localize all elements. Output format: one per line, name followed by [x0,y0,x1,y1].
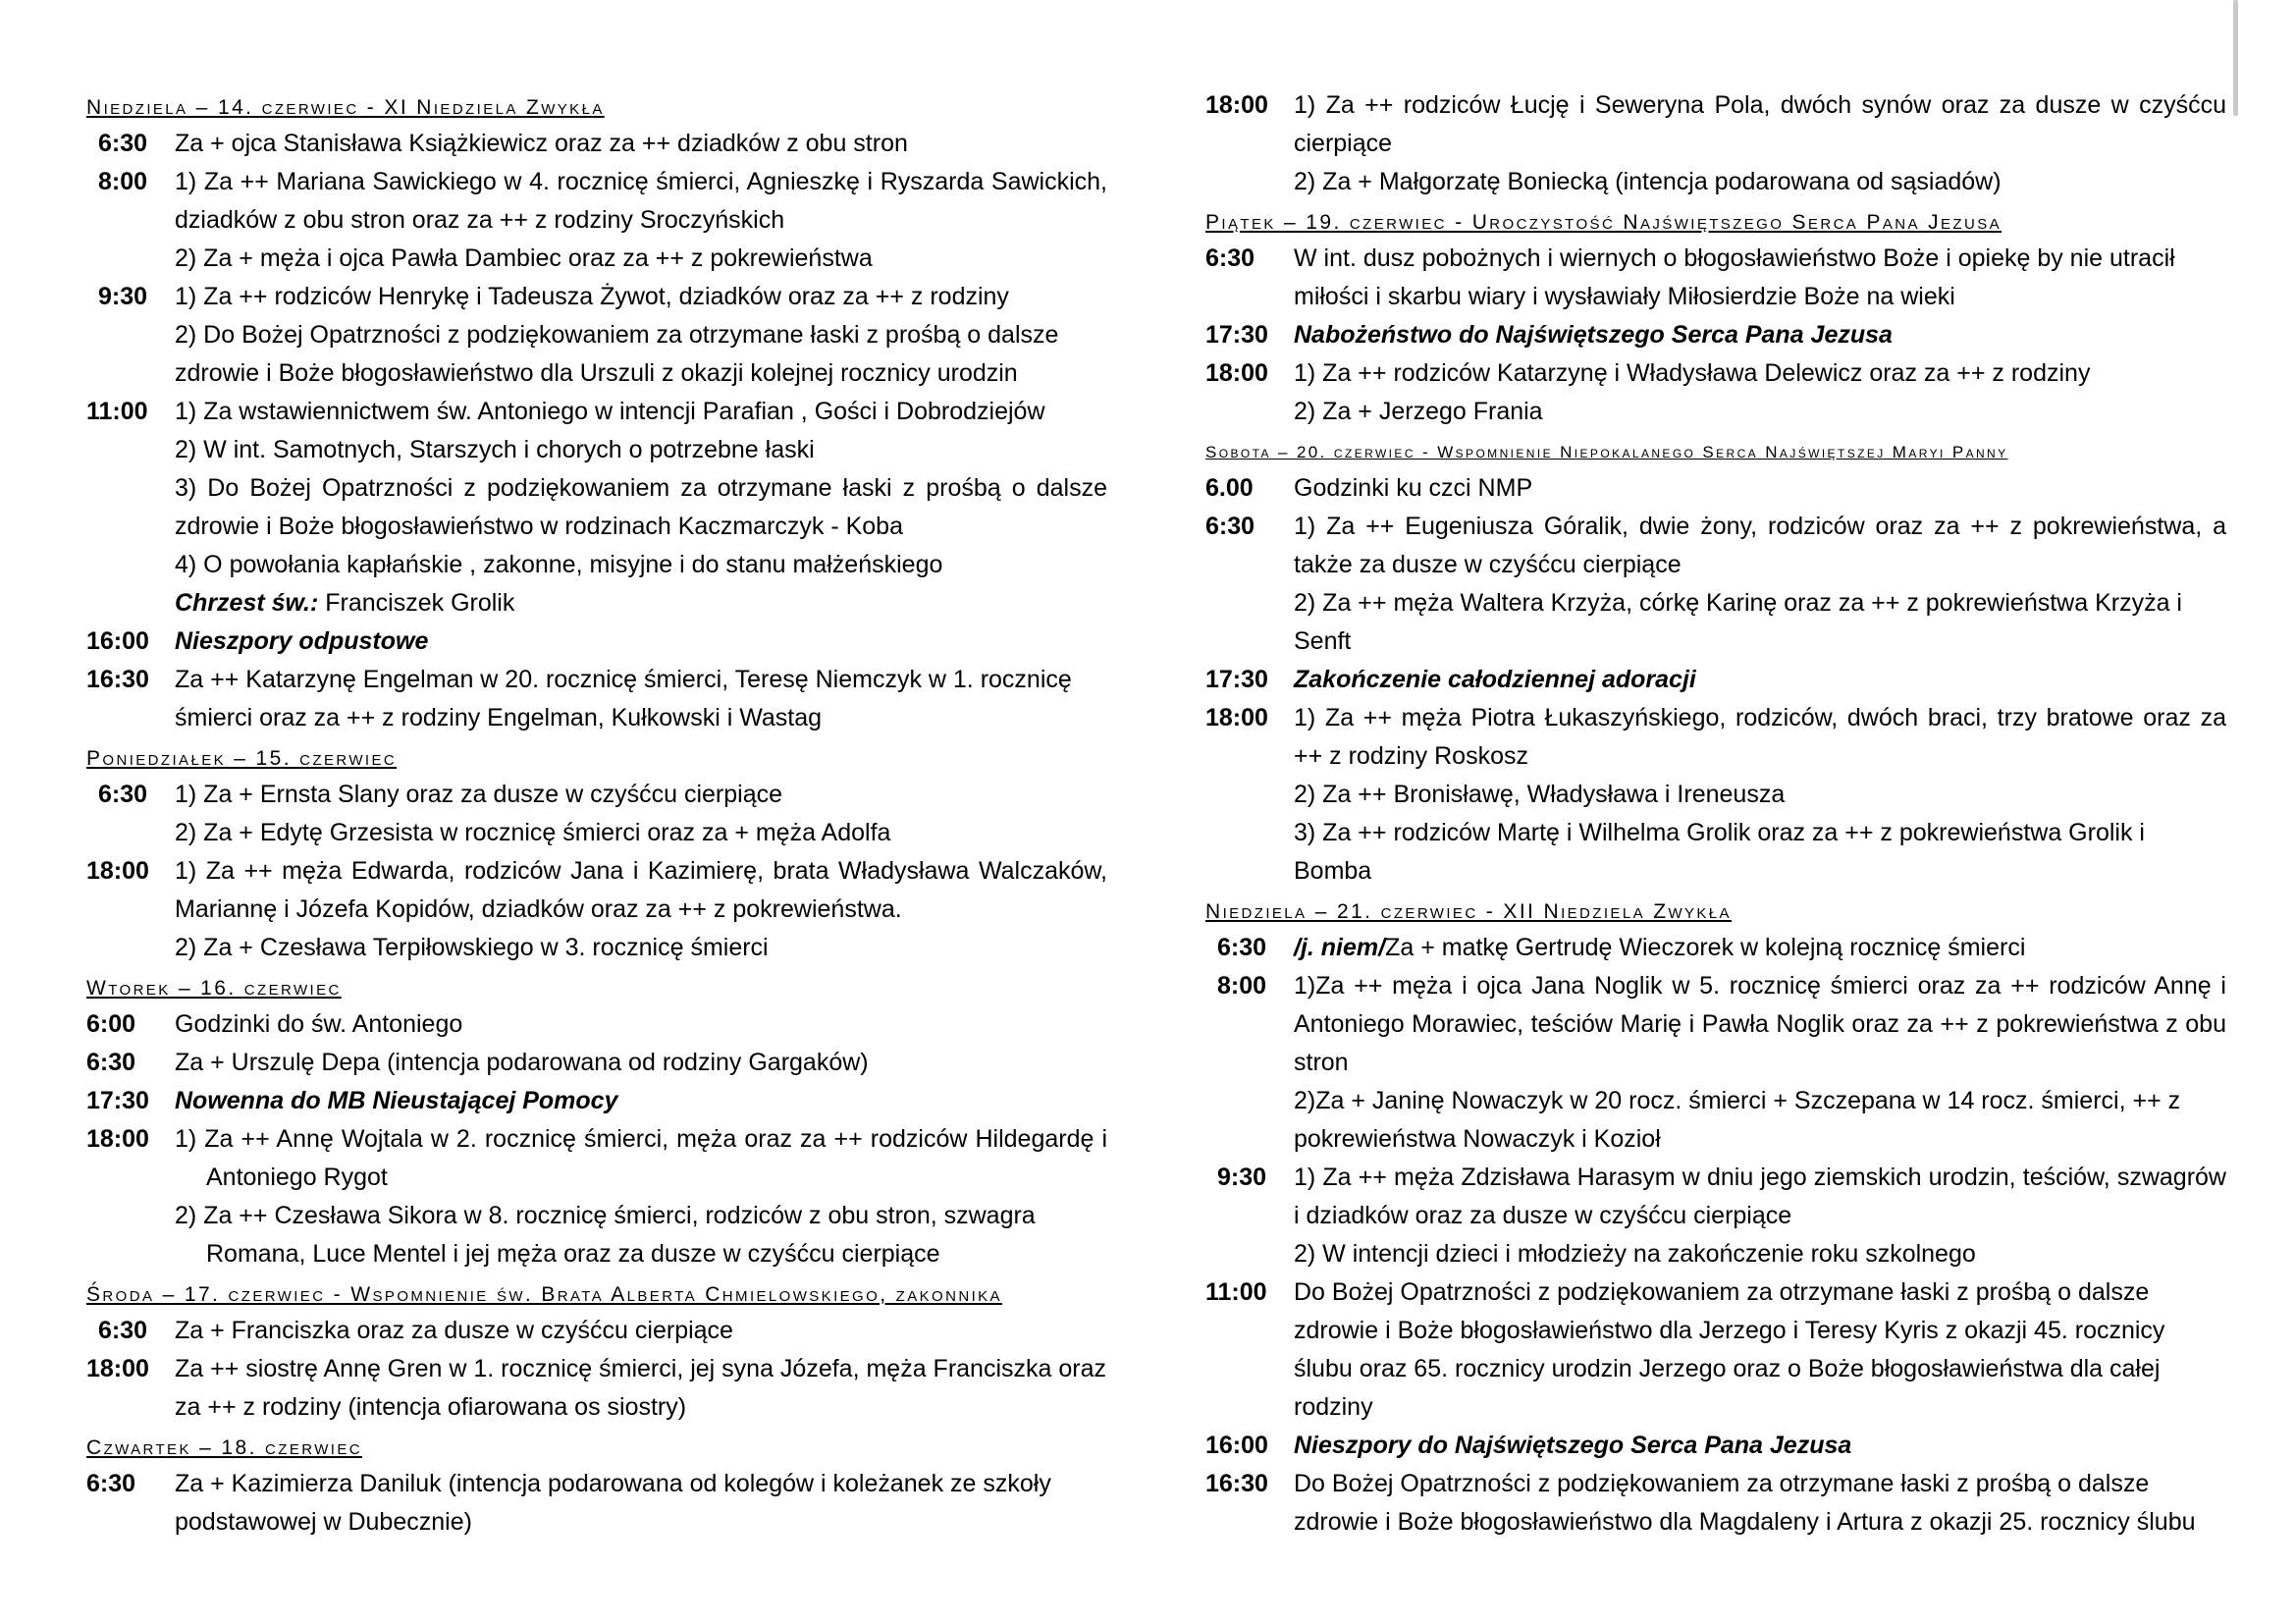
intention-text: 1) Za ++ rodziców Henrykę i Tadeusza Żywot, dziadków oraz za ++ z rodziny [175,283,1009,310]
mass-intentions [175,1465,1107,1542]
mass-intentions [1294,1159,2226,1273]
mass-time: 11:00 [86,398,148,425]
mass-entry [86,1082,1107,1120]
mass-intentions [175,1082,1107,1120]
mass-time: 6:30 [86,1470,136,1497]
mass-entry [1205,86,2226,201]
mass-entry [86,393,1107,623]
mass-time: 16:00 [86,627,149,655]
mass-time: 16:30 [86,666,149,693]
mass-intentions [1294,699,2226,891]
mass-intentions [1294,354,2226,431]
intention-text: 2) Za ++ Czesława Sikora w 8. rocznicę śmierci, rodziców z obu stron, szwagra Romana, Luce Mentel i jej męża oraz za dusze w czyśćcu cierpiące [175,1202,1036,1268]
mass-intentions [1294,1427,2226,1465]
intention-text: 1) Za ++ rodziców Łucję i Seweryna Pola, dwóch synów oraz za dusze w czyśćcu cierpiące [1294,91,2226,157]
mass-intentions [175,1350,1107,1427]
mass-entry [1205,316,2226,354]
intention-text: Za ++ Katarzynę Engelman w 20. rocznicę śmierci, Teresę Niemczyk w 1. rocznicę śmierci oraz za ++ z rodziny Engelman, Kułkowski i Wastag [175,666,1072,731]
day-heading: Środa – 17. czerwiec - Wspomnienie św. Brata Alberta Chmielowskiego, zakonnika [86,1283,1002,1306]
mass-entry [86,661,1107,737]
mass-intentions [175,393,1107,623]
intention-text: Do Bożej Opatrzności z podziękowaniem za otrzymane łaski z prośbą o dalsze zdrowie i Boże błogosławieństwo dla Magdaleny i Artura z okazji 25. rocznicy ślubu [1294,1470,2196,1536]
mass-entry [1205,240,2226,316]
mass-time: 6:30 [86,1049,136,1076]
intention-label: Chrzest św.: [175,589,319,617]
day-heading: Czwartek – 18. czerwiec [86,1436,362,1459]
mass-intentions [175,163,1107,278]
mass-time: 6:30 [98,130,148,157]
intention-text: 2) Za + męża i ojca Pawła Dambiec oraz za ++ z pokrewieństwa [175,244,873,272]
mass-time: 6:30 [1205,244,1255,272]
mass-intentions [175,623,1107,661]
intention-text: 1) Za ++ Mariana Sawickiego w 4. rocznicę śmierci, Agnieszkę i Ryszarda Sawickich, dziadków z obu stron oraz za ++ z rodziny Sroczyńskich [175,168,1107,234]
day-heading: Wtorek – 16. czerwiec [86,977,342,1000]
intention-text: Zakończenie całodziennej adoracji [1294,666,1696,693]
mass-intentions [1294,86,2226,201]
mass-time: 17:30 [1205,321,1268,349]
mass-time: 11:00 [1205,1278,1267,1306]
mass-intentions [175,661,1107,737]
mass-time: 6:30 [1217,934,1267,961]
right-column [1205,86,2226,1542]
intention-text: 3) Do Bożej Opatrzności z podziękowaniem za otrzymane łaski z prośbą o dalsze zdrowie i Boże błogosławieństwo w rodzinach Kaczmarczyk - Koba [175,474,1107,540]
mass-entry [86,1120,1107,1273]
scrollbar[interactable] [2233,0,2238,116]
mass-time: 16:30 [1205,1470,1268,1497]
mass-intentions [175,1312,1107,1350]
mass-intentions [1294,929,2226,967]
day-heading: Sobota – 20. czerwiec - Wspomnienie Niepokalanego Serca Najświętszej Maryi Panny [1205,443,2008,461]
mass-entry [86,852,1107,967]
mass-entry [86,1312,1107,1350]
mass-intentions [175,852,1107,967]
intention-text: 2) Za + Jerzego Frania [1294,398,1543,425]
intention-text: Nieszpory do Najświętszego Serca Pana Jezusa [1294,1432,1852,1459]
mass-time: 8:00 [98,168,148,195]
intention-text: 2) Do Bożej Opatrzności z podziękowaniem za otrzymane łaski z prośbą o dalsze zdrowie i Boże błogosławieństwo dla Urszuli z okazji kolejnej rocznicy urodzin [175,321,1059,387]
mass-entry [86,776,1107,852]
intention-body: Franciszek Grolik [318,589,515,617]
intention-text: 4) O powołania kapłańskie , zakonne, misyjne i do stanu małżeńskiego [175,551,943,578]
intention-text: 2) Za + Małgorzatę Boniecką (intencja podarowana od sąsiadów) [1294,168,2002,195]
mass-time: 18:00 [1205,704,1268,731]
mass-entry [86,125,1107,163]
intention-text: 2) W int. Samotnych, Starszych i chorych o potrzebne łaski [175,436,815,463]
mass-intentions [175,776,1107,852]
left-column-list [86,86,1107,1542]
mass-entry [86,1350,1107,1427]
mass-entry [1205,1465,2226,1542]
mass-entry [86,1005,1107,1044]
mass-entry [1205,354,2226,431]
mass-time: 18:00 [1205,359,1268,387]
intention-text: 1) Za ++ męża Zdzisława Harasym w dniu jego ziemskich urodzin, teściów, szwagrów i dziadków oraz za dusze w czyśćcu cierpiące [1294,1164,2226,1229]
mass-time: 9:30 [98,283,148,310]
mass-time: 18:00 [1205,91,1268,119]
mass-entry [1205,1273,2226,1427]
intention-text [175,584,1107,623]
mass-entry [1205,1159,2226,1273]
mass-intentions [1294,240,2226,316]
intention-text: 2) W intencji dzieci i młodzieży na zakończenie roku szkolnego [1294,1240,1976,1268]
mass-entry [86,1044,1107,1082]
mass-entry [86,278,1107,393]
mass-entry [1205,929,2226,967]
mass-time: 18:00 [86,1125,149,1153]
mass-intentions [175,1005,1107,1044]
mass-intentions [1294,1465,2226,1542]
intention-text: 1)Za ++ męża i ojca Jana Noglik w 5. rocznicę śmierci oraz za ++ rodziców Annę i Antoniego Morawiec, teściów Marię i Pawła Noglik oraz za ++ z pokrewieństwa z obu stron [1294,972,2226,1076]
intention-text: Za + Franciszka oraz za dusze w czyśćcu cierpiące [175,1317,733,1344]
intention-text: 2) Za ++ męża Waltera Krzyża, córkę Karinę oraz za ++ z pokrewieństwa Krzyża i Senft [1294,589,2182,655]
intention-text: Nieszpory odpustowe [175,627,429,655]
mass-intentions [1294,967,2226,1159]
mass-time: 18:00 [86,857,149,885]
mass-intentions [1294,469,2226,508]
mass-time: 17:30 [86,1087,149,1114]
mass-entry [86,1465,1107,1542]
mass-entry [1205,1427,2226,1465]
mass-time: 18:00 [86,1355,149,1382]
mass-intentions [1294,508,2226,661]
intention-text: Do Bożej Opatrzności z podziękowaniem za otrzymane łaski z prośbą o dalsze zdrowie i Boże błogosławieństwo dla Jerzego i Teresy Kyris z okazji 45. rocznicy ślubu oraz 65. rocznicy urodzin Jerzego oraz o Boże błogosławieństwa dla całej rodziny [1294,1278,2165,1421]
intention-text: 1) Za ++ Annę Wojtala w 2. rocznicę śmierci, męża oraz za ++ rodziców Hildegardę i Antoniego Rygot [175,1125,1107,1191]
mass-time: 16:00 [1205,1432,1268,1459]
intention-text: 1) Za ++ męża Piotra Łukaszyńskiego, rodziców, dwóch braci, trzy bratowe oraz za ++ z rodziny Roskosz [1294,704,2226,770]
intention-body: Za + matkę Gertrudę Wieczorek w kolejną rocznicę śmierci [1385,934,2026,961]
mass-intentions [175,1044,1107,1082]
mass-intentions [1294,1273,2226,1427]
mass-intentions [175,278,1107,393]
mass-intentions [1294,316,2226,354]
mass-entry [86,163,1107,278]
intention-text: 1) Za ++ rodziców Katarzynę i Władysława Delewicz oraz za ++ z rodziny [1294,359,2091,387]
mass-intentions [1294,661,2226,699]
intention-text: Nabożeństwo do Najświętszego Serca Pana Jezusa [1294,321,1893,349]
right-column-list [1205,86,2226,1542]
mass-entry [1205,508,2226,661]
mass-time: 6:00 [86,1010,136,1038]
intention-text: Za + ojca Stanisława Książkiewicz oraz za ++ dziadków z obu stron [175,130,908,157]
mass-time: 6:30 [98,781,148,808]
mass-time: 9:30 [1217,1164,1267,1191]
intention-text: Za ++ siostrę Annę Gren w 1. rocznicę śmierci, jej syna Józefa, męża Franciszka oraz za ++ z rodziny (intencja ofiarowana os siostry) [175,1355,1106,1421]
day-heading: Poniedziałek – 15. czerwiec [86,747,398,770]
intention-text: W int. dusz pobożnych i wiernych o błogosławieństwo Boże i opiekę by nie utracił miłości i skarbu wiary i wysławiały Miłosierdzie Boże na wieki [1294,244,2175,310]
intention-text: Godzinki ku czci NMP [1294,474,1533,502]
intention-text: 2) Za + Czesława Terpiłowskiego w 3. rocznicę śmierci [175,934,769,961]
mass-time: 6:30 [98,1317,148,1344]
mass-entry [1205,699,2226,891]
mass-intentions [175,125,1107,163]
intention-text: 2) Za ++ Bronisławę, Władysława i Ireneusza [1294,781,1786,808]
mass-time: 6.00 [1205,474,1254,502]
mass-entry [1205,967,2226,1159]
intention-text: Godzinki do św. Antoniego [175,1010,463,1038]
intention-text: 1) Za wstawiennictwem św. Antoniego w intencji Parafian , Gości i Dobrodziejów [175,398,1045,425]
intention-text: 2) Za + Edytę Grzesista w rocznicę śmierci oraz za + męża Adolfa [175,819,891,846]
mass-entry [1205,661,2226,699]
intention-text: 1) Za ++ Eugeniusza Góralik, dwie żony, rodziców oraz za ++ z pokrewieństwa, a także za dusze w czyśćcu cierpiące [1294,513,2226,578]
intention-text: 3) Za ++ rodziców Martę i Wilhelma Grolik oraz za ++ z pokrewieństwa Grolik i Bomba [1294,819,2145,885]
intention-text: 2)Za + Janinę Nowaczyk w 20 rocz. śmierci + Szczepana w 14 rocz. śmierci, ++ z pokrewieństwa Nowaczyk i Kozioł [1294,1087,2181,1153]
day-heading: Niedziela – 21. czerwiec - XII Niedziela Zwykła [1205,900,1732,923]
mass-intentions [175,1120,1107,1273]
intention-text: Za + Urszulę Depa (intencja podarowana od rodziny Gargaków) [175,1049,869,1076]
mass-time: 8:00 [1217,972,1267,1000]
day-heading: Niedziela – 14. czerwiec - XI Niedziela Zwykła [86,96,605,119]
mass-entry [86,623,1107,661]
intention-text: Za + Kazimierza Daniluk (intencja podarowana od kolegów i koleżanek ze szkoły podstawowej w Dubecznie) [175,1470,1051,1536]
intention-text [1294,929,2226,967]
mass-time: 6:30 [1205,513,1255,540]
mass-time: 17:30 [1205,666,1268,693]
mass-entry [1205,469,2226,508]
intention-text: Nowenna do MB Nieustającej Pomocy [175,1087,618,1114]
intention-label: /j. niem/ [1294,934,1386,961]
intention-text: 1) Za ++ męża Edwarda, rodziców Jana i Kazimierę, brata Władysława Walczaków, Mariannę i Józefa Kopidów, dziadków oraz za ++ z pokrewieństwa. [175,857,1107,923]
intention-text: 1) Za + Ernsta Slany oraz za dusze w czyśćcu cierpiące [175,781,783,808]
day-heading: Piątek – 19. czerwiec - Uroczystość Najświętszego Serca Pana Jezusa [1205,211,2002,234]
left-column [86,86,1107,1542]
